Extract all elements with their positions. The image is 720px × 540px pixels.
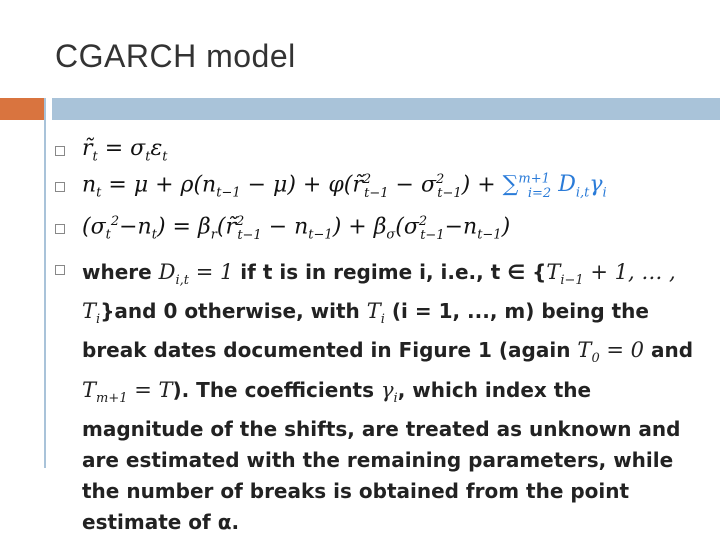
bullet-icon [55,265,65,275]
sum-term: ∑$^{m+1}_{i=2}$ $D_{i,t}\gamma_i$ [502,172,607,201]
equation-2: $n_t = \mu + \rho(n_{t-1} - \mu)$ + φ(r̃$^2_{t-1}$ − $\sigma^2_{t-1}) + \sum^{m+1}_{i=2}$ $D_{i,t}\gamma_i$ [82,172,607,201]
description-paragraph: where $D_{i,t} = 1$ if t is in regime i, i.e., t ∈ {$T_{i-1} + 1$, … , $T_i\}and$ 0 otherwise, with $T_i$ (i = 1, ..., m) being the break dates documented in Figure 1 (again $T_0 = 0$ and $T_{m+1} = T$). The coefficients $\gamma_i$, which index the magnitude of the shifts, are treated as unknown and are estimated with the remaining parameters, while the number of breaks is obtained from the point estimate of α. [82,260,694,534]
title-accent-orange [0,98,44,120]
equation-1: $r̃_t = \sigma_t\varepsilon_t$ [82,136,168,165]
title-accent-blue [52,98,720,120]
slide-title: CGARCH model [55,38,296,74]
bullet-icon [55,146,65,156]
bullet-icon [55,224,65,234]
left-rule [44,98,46,468]
equation-3: $(\sigma_t^2-n_t)$ = $\beta_r(r̃^2_{t-1} - n_{t-1}) + \beta_\sigma(\sigma^2_{t-1}-n_{t-1})$ [82,214,511,243]
bullet-icon [55,182,65,192]
